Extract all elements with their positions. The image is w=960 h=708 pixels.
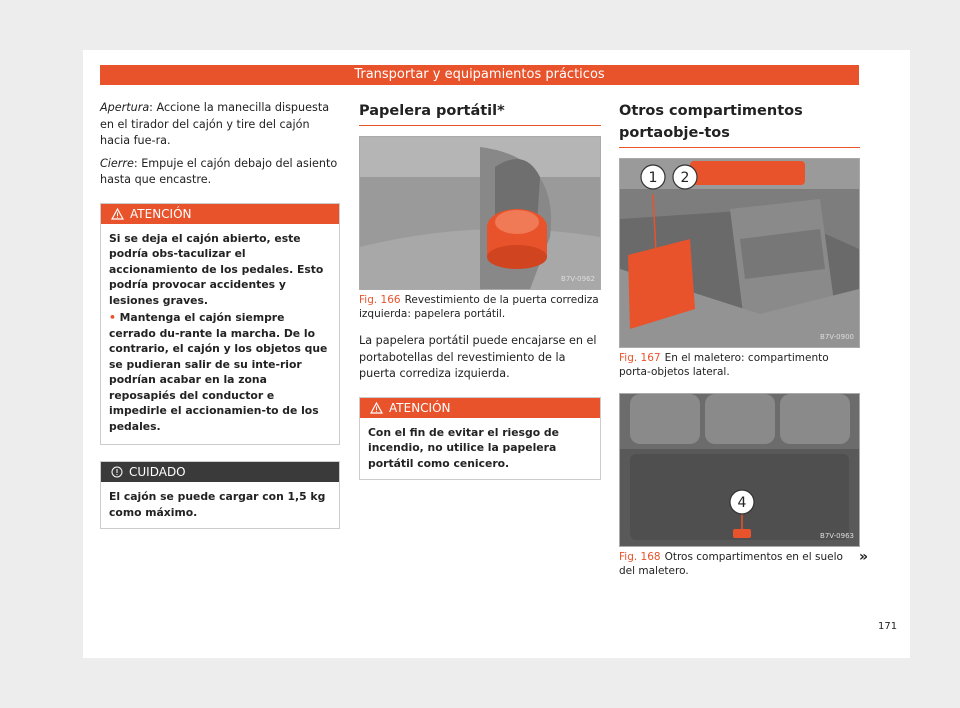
figure-number: Fig. 168: [619, 551, 661, 563]
cierre-paragraph: [100, 156, 340, 189]
figure-code: B7V-0962: [561, 274, 595, 283]
warning-triangle-icon: [111, 208, 124, 220]
warning-box: [100, 203, 340, 446]
caution-header: [101, 462, 339, 482]
figure-caption: [619, 547, 860, 584]
figure-number: Fig. 166: [359, 294, 401, 306]
caution-label: CUIDADO: [129, 465, 186, 479]
waste-bin-illustration: [360, 137, 600, 289]
info-circle-icon: [111, 466, 123, 478]
continue-marker: »: [859, 549, 869, 565]
column-middle: [359, 100, 601, 480]
warning-text-2: Mantenga el cajón siempre cerrado du-rante la marcha. De lo contrario, el cajón y los objetos que se pudieran salir de su inte-rior podrían acabar en la zona reposapiés del conductor e impedirle el accionamien-to de los pedales.: [109, 311, 328, 433]
figure-caption-text: Otros compartimentos en el suelo del maletero.: [619, 551, 843, 577]
trunk-side-compartment-illustration: [620, 159, 859, 347]
warning-header: [101, 204, 339, 224]
section-title-compartimentos: Otros compartimentos portaobje-tos: [619, 100, 860, 148]
warning-label-2: ATENCIÓN: [389, 400, 451, 415]
page-number: 171: [878, 621, 898, 632]
section-title-papelera: Papelera portátil*: [359, 100, 601, 126]
figure-code: B7V-0900: [820, 332, 854, 341]
warning-box-2: [359, 397, 601, 481]
figure-caption-text: Revestimiento de la puerta corrediza izquierda: papelera portátil.: [359, 294, 599, 320]
warning-text-1: Si se deja el cajón abierto, este podría obs-taculizar el accionamiento de los pedales. Esto podría provocar accidentes y lesiones graves.: [109, 231, 324, 307]
apertura-text: : Accione la manecilla dispuesta en el tirador del cajón y tire del cajón hacia fue-ra.: [100, 101, 330, 147]
callout-2: 2: [680, 170, 690, 186]
warning-header-2: [360, 398, 600, 418]
bullet-icon: •: [109, 311, 116, 324]
apertura-paragraph: [100, 100, 340, 150]
warning-triangle-icon: [370, 402, 383, 414]
trunk-floor-compartment-illustration: [620, 394, 859, 546]
figure-number: Fig. 167: [619, 352, 661, 364]
figure-code: B7V-0963: [820, 531, 854, 540]
apertura-label: Apertura: [100, 101, 150, 114]
figure-caption: [359, 290, 601, 327]
warning-label: ATENCIÓN: [130, 206, 192, 221]
figure-168: [619, 393, 860, 547]
callout-1: 1: [648, 170, 658, 186]
cierre-label: Cierre: [100, 156, 134, 170]
warning-bullet-paragraph: [109, 310, 331, 434]
page-header: Transportar y equipamientos prácticos: [100, 65, 859, 85]
figure-caption-text: En el maletero: compartimento porta-objetos lateral.: [619, 352, 829, 378]
cierre-text: : Empuje el cajón debajo del asiento hasta que encastre.: [100, 156, 338, 186]
papelera-body: La papelera portátil puede encajarse en el portabotellas del revestimiento de la puerta corrediza izquierda.: [359, 334, 597, 380]
column-right: [619, 100, 860, 584]
figure-167: [619, 158, 860, 348]
caution-body: El cajón se puede cargar con 1,5 kg como máximo.: [109, 490, 326, 519]
caution-box: [100, 461, 340, 529]
figure-166: [359, 136, 601, 290]
column-left: [100, 100, 340, 529]
warning-body: [101, 224, 339, 445]
figure-caption: [619, 348, 860, 385]
callout-4: 4: [737, 495, 747, 511]
warning-body-2: Con el fin de evitar el riesgo de incendio, no utilice la papelera portátil como cenicero.: [368, 425, 559, 470]
